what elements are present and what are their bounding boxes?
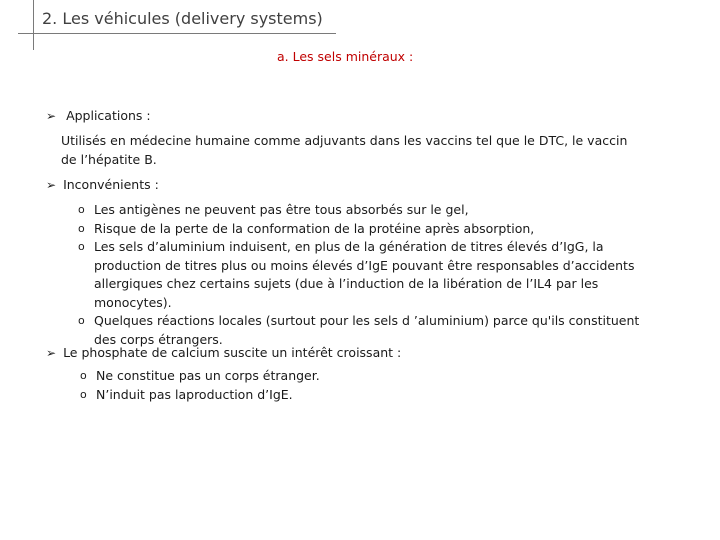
- inconvenients-list: [78, 201, 660, 349]
- circle-bullet-icon: o: [80, 369, 87, 382]
- circle-bullet-icon: o: [78, 240, 85, 253]
- list-item-text: N’induit pas laproduction d’IgE.: [96, 386, 293, 402]
- list-item: [78, 201, 660, 220]
- list-item: [80, 386, 480, 405]
- slide-subtitle: a. Les sels minéraux :: [277, 49, 414, 64]
- list-item-text: Les sels d’aluminium induisent, en plus de la génération de titres élevés d’IgG, la production de titres plus ou moins élevés d’IgE pouvant être responsables d’accidents allergiques chez certains sujets (due à l’induction de la libération de l’IL4 par les monocytes).: [94, 239, 635, 310]
- list-item-text: Quelques réactions locales (surtout pour les sels d ’aluminium) parce qu'ils constituent des corps étrangers.: [94, 313, 640, 347]
- applications-heading: Applications :: [66, 108, 151, 123]
- phosphate-list: [80, 367, 480, 404]
- phosphate-heading: Le phosphate de calcium suscite un intérêt croissant :: [63, 345, 402, 360]
- circle-bullet-icon: o: [78, 203, 85, 216]
- inconvenients-heading-row: [46, 177, 159, 193]
- arrow-bullet-icon: ➢: [46, 346, 57, 360]
- title-vertical-divider: [33, 0, 34, 50]
- applications-text: Utilisés en médecine humaine comme adjuvants dans les vaccins tel que le DTC, le vaccin de l’hépatite B.: [61, 133, 628, 167]
- list-item: [80, 367, 480, 386]
- list-item-text: Les antigènes ne peuvent pas être tous absorbés sur le gel,: [94, 202, 469, 217]
- arrow-bullet-icon: ➢: [46, 178, 57, 192]
- arrow-bullet-icon: ➢: [46, 109, 57, 123]
- circle-bullet-icon: o: [78, 314, 85, 327]
- circle-bullet-icon: o: [80, 387, 87, 401]
- list-item: [78, 220, 660, 239]
- circle-bullet-icon: o: [78, 221, 85, 235]
- title-underline-divider: [18, 33, 336, 34]
- applications-heading-row: [46, 108, 151, 124]
- list-item: [78, 238, 660, 312]
- list-item-text: Risque de la perte de la conformation de la protéine après absorption,: [94, 220, 535, 236]
- list-item: [78, 312, 660, 349]
- list-item-text: Ne constitue pas un corps étranger.: [96, 368, 320, 383]
- phosphate-heading-row: [46, 345, 401, 361]
- inconvenients-heading: Inconvénients :: [63, 177, 159, 192]
- slide-title: 2. Les véhicules (delivery systems): [42, 9, 323, 28]
